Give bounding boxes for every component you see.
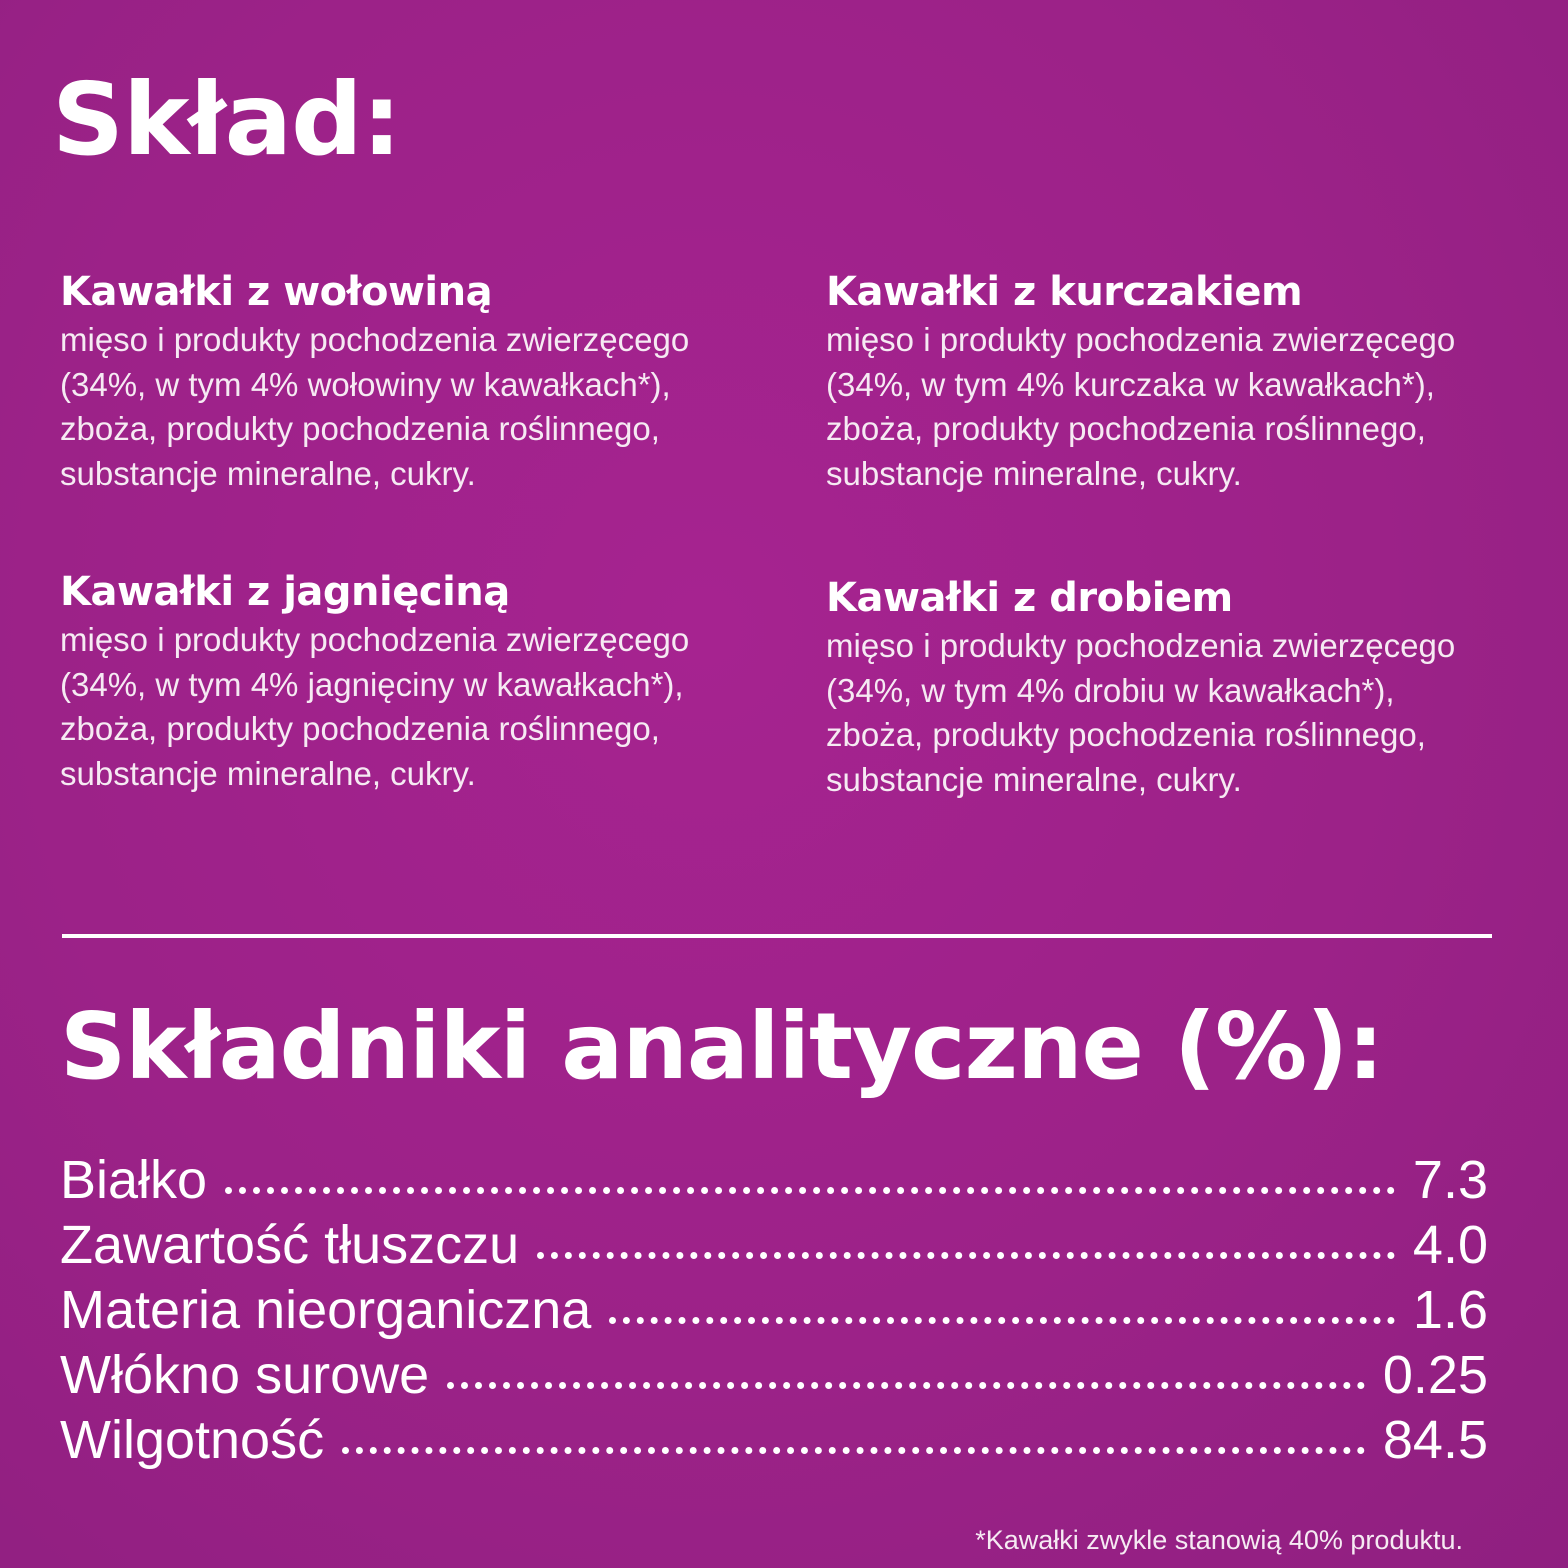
analytical-label: Wilgotność [60, 1410, 325, 1470]
composition-title: Skład: [52, 61, 401, 178]
ingredient-line: zboża, produkty pochodzenia roślinnego, [60, 410, 660, 447]
analytical-label: Białko [60, 1150, 208, 1210]
variant-title: Kawałki z drobiem [826, 575, 1233, 621]
dot-leader [342, 1447, 1365, 1454]
variant-poultry [826, 572, 1526, 802]
ingredient-line: substancje mineralne, cukry. [826, 454, 1242, 492]
analytical-title: Składniki analityczne (%): [60, 993, 1384, 1100]
analytical-value: 1.6 [1412, 1280, 1488, 1340]
ingredient-line: substancje mineralne, cukry. [60, 754, 476, 792]
ingredient-line: mięso i produkty pochodzenia zwierzęcego [826, 321, 1456, 358]
ingredient-line: mięso i produkty pochodzenia zwierzęcego [60, 321, 690, 358]
variant-chicken [826, 266, 1526, 496]
analytical-row-moisture [60, 1408, 1488, 1473]
dot-leader [225, 1187, 1395, 1194]
variant-lamb [60, 566, 760, 796]
variant-title: Kawałki z jagnięciną [60, 569, 510, 615]
analytical-table [60, 1148, 1488, 1473]
variant-beef [60, 266, 760, 496]
analytical-row-fibre [60, 1343, 1488, 1408]
ingredient-line: zboża, produkty pochodzenia roślinnego, [60, 710, 660, 747]
ingredient-line: (34%, w tym 4% jagnięciny w kawałkach*), [60, 665, 684, 703]
analytical-value: 7.3 [1412, 1150, 1488, 1210]
ingredient-line: zboża, produkty pochodzenia roślinnego, [826, 716, 1426, 753]
dot-leader [609, 1317, 1395, 1324]
analytical-row-ash [60, 1278, 1488, 1343]
analytical-label: Materia nieorganiczna [60, 1280, 592, 1340]
ingredient-line: mięso i produkty pochodzenia zwierzęcego [60, 621, 690, 658]
ingredient-line: (34%, w tym 4% wołowiny w kawałkach*), [60, 365, 671, 403]
analytical-label: Zawartość tłuszczu [60, 1215, 520, 1275]
dot-leader [537, 1252, 1395, 1259]
variant-title: Kawałki z wołowiną [60, 269, 493, 315]
ingredient-line: substancje mineralne, cukry. [826, 760, 1242, 798]
ingredient-line: (34%, w tym 4% drobiu w kawałkach*), [826, 671, 1395, 709]
dot-leader [447, 1382, 1365, 1389]
ingredient-line: zboża, produkty pochodzenia roślinnego, [826, 410, 1426, 447]
variant-title: Kawałki z kurczakiem [826, 269, 1303, 315]
ingredient-line: mięso i produkty pochodzenia zwierzęcego [826, 627, 1456, 664]
analytical-row-protein [60, 1148, 1488, 1213]
analytical-value: 4.0 [1412, 1215, 1488, 1275]
analytical-value: 0.25 [1382, 1345, 1488, 1405]
footnote: *Kawałki zwykle stanowią 40% produktu. [975, 1525, 1463, 1555]
analytical-label: Włókno surowe [60, 1345, 430, 1405]
ingredient-line: (34%, w tym 4% kurczaka w kawałkach*), [826, 365, 1435, 403]
ingredient-line: substancje mineralne, cukry. [60, 454, 476, 492]
analytical-value: 84.5 [1382, 1410, 1488, 1470]
analytical-row-fat [60, 1213, 1488, 1278]
section-divider [62, 934, 1492, 938]
